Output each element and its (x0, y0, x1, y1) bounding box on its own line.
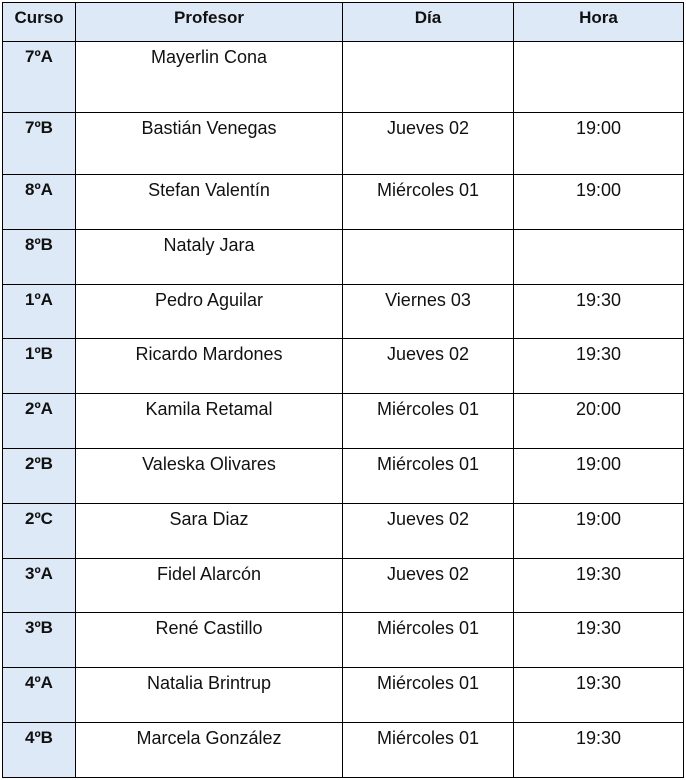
table-row (3, 722, 684, 777)
cell-curso: 8ºB (3, 229, 76, 284)
cell-dia: Miércoles 01 (343, 668, 514, 723)
cell-dia: Viernes 03 (343, 284, 514, 339)
table-row (3, 613, 684, 668)
cell-profesor: Pedro Aguilar (76, 284, 343, 339)
header-profesor: Profesor (76, 3, 343, 42)
cell-profesor: René Castillo (76, 613, 343, 668)
cell-profesor: Bastián Venegas (76, 113, 343, 175)
table-row (3, 175, 684, 230)
cell-curso: 1ºB (3, 339, 76, 394)
cell-dia: Miércoles 01 (343, 448, 514, 503)
cell-hora: 19:30 (514, 558, 684, 613)
cell-hora: 19:30 (514, 668, 684, 723)
cell-hora: 19:30 (514, 339, 684, 394)
cell-profesor: Sara Diaz (76, 503, 343, 558)
cell-hora: 19:00 (514, 113, 684, 175)
cell-dia: Miércoles 01 (343, 613, 514, 668)
cell-hora (514, 229, 684, 284)
table-row (3, 558, 684, 613)
cell-dia: Jueves 02 (343, 558, 514, 613)
cell-hora: 19:00 (514, 175, 684, 230)
cell-profesor: Nataly Jara (76, 229, 343, 284)
cell-hora: 20:00 (514, 394, 684, 449)
cell-dia: Miércoles 01 (343, 175, 514, 230)
cell-dia: Jueves 02 (343, 113, 514, 175)
cell-hora: 19:30 (514, 722, 684, 777)
table-row (3, 42, 684, 113)
table-row (3, 229, 684, 284)
cell-curso: 3ºA (3, 558, 76, 613)
cell-curso: 2ºB (3, 448, 76, 503)
table-row (3, 668, 684, 723)
cell-profesor: Valeska Olivares (76, 448, 343, 503)
cell-dia: Miércoles 01 (343, 722, 514, 777)
cell-hora: 19:00 (514, 448, 684, 503)
cell-hora: 19:30 (514, 613, 684, 668)
header-hora: Hora (514, 3, 684, 42)
cell-curso: 1ºA (3, 284, 76, 339)
cell-curso: 2ºA (3, 394, 76, 449)
cell-dia: Jueves 02 (343, 503, 514, 558)
header-row (3, 3, 684, 42)
cell-profesor: Kamila Retamal (76, 394, 343, 449)
cell-dia: Jueves 02 (343, 339, 514, 394)
header-curso: Curso (3, 3, 76, 42)
cell-profesor: Ricardo Mardones (76, 339, 343, 394)
cell-curso: 8ºA (3, 175, 76, 230)
cell-curso: 7ºB (3, 113, 76, 175)
cell-profesor: Marcela González (76, 722, 343, 777)
table-row (3, 394, 684, 449)
table-row (3, 503, 684, 558)
cell-curso: 7ºA (3, 42, 76, 113)
cell-dia: Miércoles 01 (343, 394, 514, 449)
cell-profesor: Natalia Brintrup (76, 668, 343, 723)
table-row (3, 339, 684, 394)
cell-profesor: Mayerlin Cona (76, 42, 343, 113)
cell-curso: 4ºA (3, 668, 76, 723)
cell-profesor: Stefan Valentín (76, 175, 343, 230)
cell-curso: 2ºC (3, 503, 76, 558)
schedule-table (2, 2, 684, 778)
table-row (3, 448, 684, 503)
cell-curso: 4ºB (3, 722, 76, 777)
table-row (3, 113, 684, 175)
table-row (3, 284, 684, 339)
cell-hora (514, 42, 684, 113)
cell-dia (343, 229, 514, 284)
cell-curso: 3ºB (3, 613, 76, 668)
cell-profesor: Fidel Alarcón (76, 558, 343, 613)
cell-hora: 19:00 (514, 503, 684, 558)
cell-hora: 19:30 (514, 284, 684, 339)
header-dia: Día (343, 3, 514, 42)
cell-dia (343, 42, 514, 113)
